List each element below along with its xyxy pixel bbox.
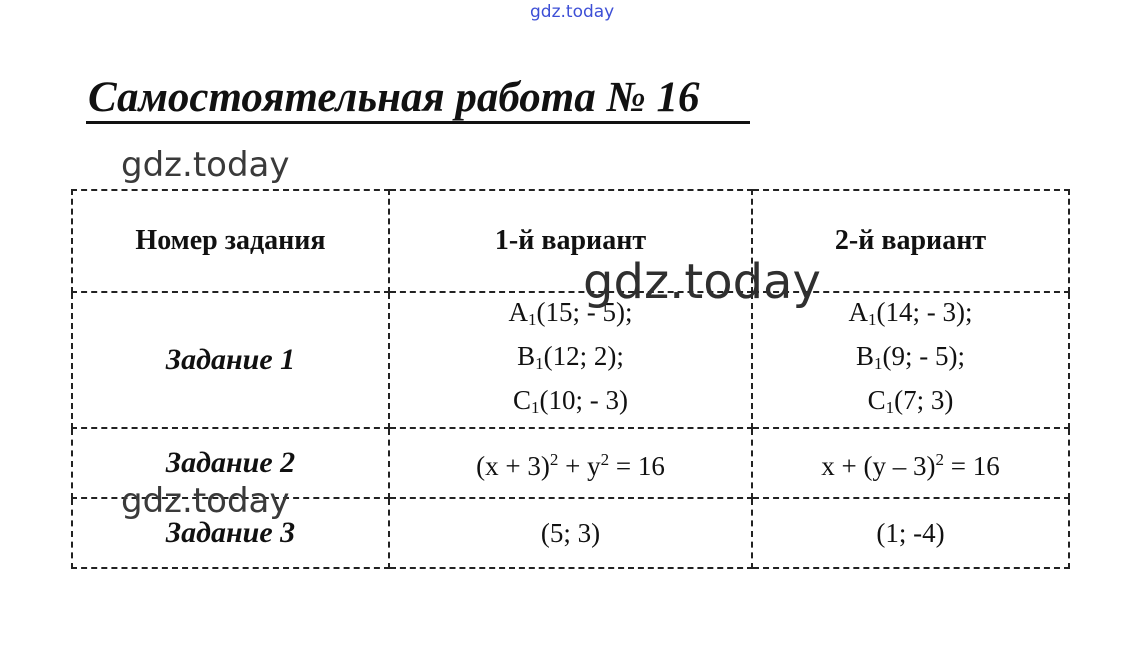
answer-3-v2: (1; -4): [876, 518, 945, 548]
watermark-top: gdz.today: [530, 2, 615, 22]
answer-3-v1: (5; 3): [540, 518, 601, 548]
header-task-number: Номер задания: [72, 190, 389, 292]
point-b1-v1: $B_1(12$; 2);: [517, 341, 624, 373]
point-b1-v2: $B_1(9$; - 5);: [856, 341, 965, 373]
point-a1-v1: $A_1(15$; - 5);: [508, 297, 633, 329]
circle-equation-v1: $(x + 3)^2 + y^2 = 16$: [476, 450, 665, 481]
task-2-variant-2-cell: [752, 428, 1069, 498]
header-row: [72, 190, 1069, 292]
task-2-label-cell: [72, 428, 389, 498]
watermark-left-lower: gdz.today: [121, 481, 290, 521]
task-1-variant-2-cell: [752, 292, 1069, 428]
task-3-variant-2-cell: [752, 498, 1069, 568]
watermark-left-upper: gdz.today: [121, 145, 290, 185]
table-row-task-3: [72, 498, 1069, 568]
task-2-variant-1-cell: [389, 428, 752, 498]
table-row-task-1: [72, 292, 1069, 428]
point-a1-v2: $A_1(14$; - 3);: [848, 297, 973, 329]
circle-equation-v2: x + (y – 3)$^2$ = 16: [821, 450, 1000, 481]
point-c1-v1: $C_1(10$; - 3): [513, 385, 628, 417]
task-1-variant-1-cell: [389, 292, 752, 428]
task-3-label-cell: [72, 498, 389, 568]
task-1-label-cell: [72, 292, 389, 428]
task-1-label: Задание 1: [165, 343, 296, 376]
point-c1-v2: $C_1(7$; 3): [867, 385, 954, 417]
task-2-label: Задание 2: [165, 446, 296, 479]
task-3-variant-1-cell: [389, 498, 752, 568]
task-3-label: Задание 3: [165, 516, 296, 549]
page-title: Самостоятельная работа № 16: [88, 74, 700, 121]
header-variant-2: 2-й вариант: [752, 190, 1069, 292]
header-variant-1: 1-й вариант: [389, 190, 752, 292]
watermark-center: gdz.today: [583, 254, 821, 310]
title-underline: [86, 121, 750, 124]
table-row-task-2: [72, 428, 1069, 498]
answers-table: [71, 189, 1070, 569]
